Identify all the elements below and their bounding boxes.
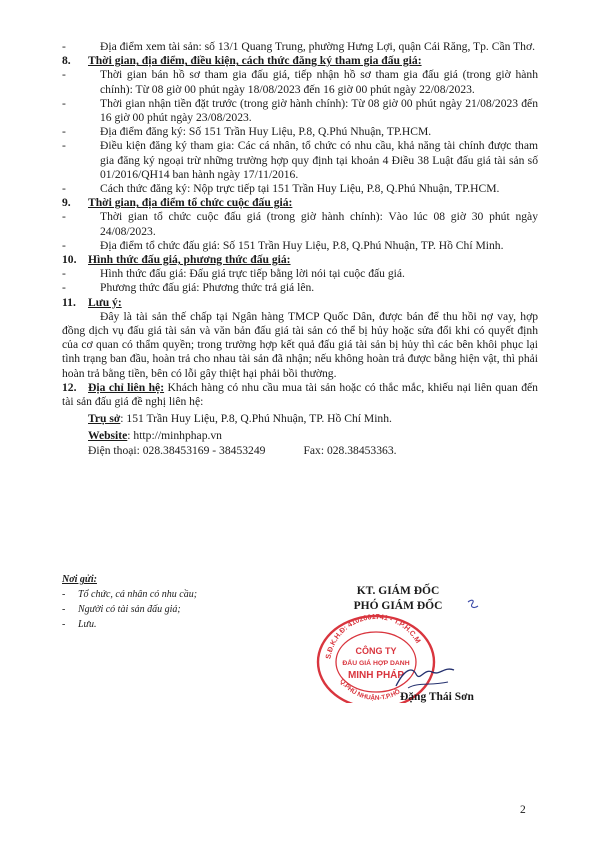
- recipient-dash: -: [62, 619, 66, 630]
- bullet-item: [62, 182, 538, 196]
- website-label: Website: [88, 429, 128, 443]
- bullet-text: Thời gian bán hồ sơ tham gia đấu giá, tiếp nhận hồ sơ tham gia đấu giá (trong giờ hành chính): Từ 08 giờ 00 phút ngày 18/08/2023 đến 16 giờ 00 phút ngày 22/08/2023.: [100, 68, 538, 96]
- bullet-dash: -: [62, 68, 66, 82]
- section-heading: [62, 196, 538, 210]
- bullet-dash: -: [62, 182, 66, 196]
- section-number: 10.: [62, 253, 77, 267]
- document-body: [62, 40, 538, 458]
- fax-text: Fax: 028.38453363.: [303, 443, 397, 457]
- website-line: [88, 429, 538, 443]
- office-line: [88, 412, 538, 426]
- section-text: Khách hàng có nhu cầu mua tài sản hoặc có thắc mắc, khiếu nại liên quan đến tài sản đấu giá đề nghị liên hệ:: [62, 380, 538, 409]
- section-title: Địa chỉ liên hệ:: [88, 380, 165, 394]
- bullet-item: [62, 68, 538, 96]
- section-title: Lưu ý:: [88, 295, 122, 309]
- svg-text:MINH PHÁP: MINH PHÁP: [347, 670, 405, 681]
- bullet-text: Địa điểm đăng ký: Số 151 Trần Huy Liệu, P.8, Q.Phú Nhuận, TP.HCM.: [100, 125, 432, 139]
- section-number: 8.: [62, 54, 71, 68]
- section-heading: [62, 296, 538, 310]
- signer-name: Đặng Thái Sơn: [400, 691, 474, 703]
- phone-text: Điện thoại: 028.38453169 - 38453249: [88, 443, 266, 457]
- section-number: 12.: [62, 380, 77, 394]
- bullet-item: [62, 267, 538, 281]
- recipients-block: [62, 572, 282, 632]
- bullet-item: [62, 139, 538, 182]
- recipients-title: Nơi gửi:: [62, 574, 97, 585]
- bullet-dash: -: [62, 281, 66, 295]
- bullet-item: [62, 210, 538, 238]
- signature-title-1: KT. GIÁM ĐỐC: [356, 585, 440, 597]
- bullet-dash: -: [62, 40, 66, 53]
- section-number: 11.: [62, 295, 76, 309]
- office-label: Trụ sở: [88, 412, 121, 426]
- svg-text:S.Đ.K.H.Đ: 4102001741 - T.P.H.: S.Đ.K.H.Đ: 4102001741 - T.P.H.C.M: [323, 611, 423, 660]
- recipient-text: Lưu.: [78, 619, 97, 630]
- bullet-text: Địa điểm tổ chức đấu giá: Số 151 Trần Huy Liệu, P.8, Q.Phú Nhuận, TP. Hồ Chí Minh.: [100, 238, 504, 252]
- recipient-dash: -: [62, 604, 66, 615]
- section-title: Hình thức đấu giá, phương thức đấu giá:: [88, 253, 291, 267]
- handwritten-signature: [390, 660, 460, 694]
- contact-section: [62, 381, 538, 409]
- bullet-text: Hình thức đấu giá: Đấu giá trực tiếp bằng lời nói tại cuộc đấu giá.: [100, 267, 405, 281]
- bullet-dash: -: [62, 96, 66, 110]
- initial-mark: [466, 598, 480, 612]
- bullet-item: [62, 97, 538, 125]
- bullet-dash: -: [62, 267, 66, 281]
- svg-text:ĐẤU GIÁ HỢP DANH: ĐẤU GIÁ HỢP DANH: [342, 660, 410, 667]
- recipient-item: [62, 587, 282, 602]
- bullet-item: [62, 281, 538, 295]
- bullet-item: [62, 40, 538, 54]
- recipient-dash: -: [62, 589, 66, 600]
- bullet-text: Thời gian tổ chức cuộc đấu giá (trong giờ hành chính): Vào lúc 08 giờ 30 phút ngày 24/08/2023.: [100, 210, 538, 238]
- bullet-text: Điều kiện đăng ký tham gia: Các cá nhân, tổ chức có nhu cầu, khả năng tài chính được tham gia đăng ký ngoại trừ những trường hợp quy định tại khoản 4 Điều 38 Luật đấu giá tài sản số 01/2016/QH14 ban hành ngày 17/11/2016.: [100, 139, 538, 181]
- bullet-text: Cách thức đăng ký: Nộp trực tiếp tại 151 Trần Huy Liệu, P.8, Q.Phú Nhuận, TP.HCM.: [100, 182, 500, 196]
- bullet-text: Phương thức đấu giá: Phương thức trả giá lên.: [100, 281, 315, 295]
- bullet-text: Địa điểm xem tài sản: số 13/1 Quang Trung, phường Hưng Lợi, quận Cái Răng, Tp. Cần Thơ.: [100, 40, 535, 53]
- section-title: Thời gian, địa điểm tổ chức cuộc đấu giá:: [88, 196, 293, 210]
- office-address: : 151 Trần Huy Liệu, P.8, Q.Phú Nhuận, TP. Hồ Chí Minh.: [120, 412, 392, 426]
- bullet-dash: -: [62, 210, 66, 224]
- signature-title-2: PHÓ GIÁM ĐỐC: [353, 600, 443, 612]
- section-heading: [62, 54, 538, 68]
- section-title: Thời gian, địa điểm, điều kiện, cách thức đăng ký tham gia đấu giá:: [88, 54, 422, 68]
- svg-text:CÔNG TY: CÔNG TY: [355, 646, 397, 656]
- bullet-item: [62, 125, 538, 139]
- section-number: 9.: [62, 196, 71, 210]
- bullet-dash: -: [62, 125, 66, 139]
- recipient-item: [62, 602, 282, 617]
- section-heading: [62, 253, 538, 267]
- note-paragraph: Đây là tài sản thế chấp tại Ngân hàng TMCP Quốc Dân, được bán để thu hồi nợ vay, hợp đồng dịch vụ đấu giá tài sản và văn bản đấu giá tài sản có thể bị hủy hoặc sửa đổi khi có quyết định của cơ quan có thẩm quyền; trong trường hợp kết quả đấu giá tài sản bị hủy thì các bên khôi phục lại tình trạng ban đầu, hoàn trả cho nhau tài sản đã nhận; nếu không hoàn trả được bằng hiện vật, thì phải hoàn trả bằng tiền, bên có lỗi gây thiệt hại phải bồi thường.: [62, 309, 538, 380]
- bullet-text: Thời gian nhận tiền đặt trước (trong giờ hành chính): Từ 08 giờ 00 phút ngày 21/08/2023 đến 16 giờ 00 phút ngày 23/08/2023.: [100, 96, 538, 125]
- recipient-text: Người có tài sản đấu giá;: [78, 604, 181, 615]
- recipient-text: Tổ chức, cá nhân có nhu cầu;: [78, 589, 198, 600]
- page-number: 2: [520, 804, 526, 816]
- signature-block: [318, 584, 478, 614]
- website-url[interactable]: : http://minhphap.vn: [127, 429, 222, 443]
- svg-text:Q.PHÚ NHUẬN-T.P.HỒ: Q.PHÚ NHUẬN-T.P.HỒ: [338, 677, 402, 702]
- bullet-dash: -: [62, 238, 66, 252]
- bullet-item: [62, 239, 538, 253]
- contact-block: [62, 412, 538, 458]
- phone-fax-line: [88, 444, 538, 458]
- bullet-dash: -: [62, 139, 66, 153]
- recipient-item: [62, 617, 282, 632]
